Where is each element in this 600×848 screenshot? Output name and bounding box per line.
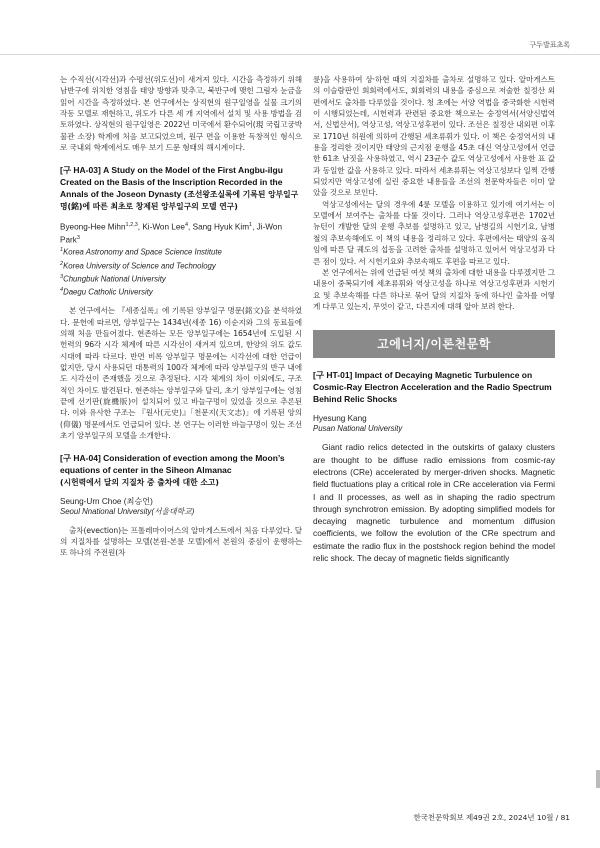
- header-rule: [0, 54, 600, 55]
- affiliation: [60, 245, 302, 258]
- abstract-title-en: [구 HA-04] Consideration of evection among the Moon’s equations of center in the Siheon Almanac: [60, 453, 285, 476]
- right-column: [313, 74, 555, 564]
- intro-paragraph: 는 수직선(시각선)과 수평선(위도선)이 새겨져 있다. 시간을 측정하기 위해 남반구에 위치한 영침을 태양 방향과 맞추고, 북반구에 맺힌 그림자 눈금을 읽어 시간을 측정하였다. 본 연구에서는 상직현의 원구일영을 실물 크기의 작동 모델로 재현하고, 위도가 다른 세 개 지역에서 설치 및 사용 방법을 검토하였다. 상직현의 원구일영은 2022년 미국에서 환수되어(現 국립고궁박물관 소장) 학계에 처음 보고되었으며, 원구 면을 이용한 독창적인 형식으로 국내외 학계에서도 매우 보기 드문 형태의 해시계이다.: [60, 75, 302, 153]
- abstract-ht01: [313, 370, 555, 564]
- abstract-body: 출차(evection)는 프톨레마이어스의 알마게스트에서 처음 다루었다. 달의 지질차를 설명하는 모델(본원-본륜 모델)에서 본원의 중심이 운행하는 또 하나의 주전원(차: [60, 525, 302, 558]
- continuation-paragraph: 륜)을 사용하여 상·하현 때의 지질차를 출차로 설명하고 있다. 알마게스트의 이슬람판인 회회력에서도, 회회력의 내용을 중심으로 저술한 칠정산 외편에서도 출차를 다루었을 것이다. 청 초에는 서양 역법을 중국화한 시헌력이 시행되었는데, 시헌력과 관련된 중요한 책으로는 숭정역서(서양신법역서, 신법산서), 역상고성, 역상고성후편이 있다. 조선은 칠정산 내외편 이후로 1710년 허원에 의하여 간행된 세초류휘가 있다. 이 책은 숭정역서의 내용을 정리한 것이지만 태양의 근지점 운행을 45초 대신 역상고성에서 언급한 61초 남짓을 사용하였고, 역시 23균수 값도 역상고성에서 사용한 표 값과 동일한 값을 사용하고 있다. 따라서 세초류휘는 역상고성보다 일찍 간행되었지만 역상고성에 실린 중요한 내용들을 조선의 천문학자들은 이미 알았을 것으로 보인다.: [313, 75, 555, 198]
- affiliation-text: Pusan National University: [313, 423, 403, 433]
- affiliation-text: Korea Astronomy and Space Science Institute: [63, 248, 222, 258]
- author-sup: 3: [76, 234, 80, 241]
- author-sup: 1: [249, 221, 253, 228]
- author-name: Ki-Won Lee: [142, 222, 185, 232]
- affiliation: [60, 259, 302, 272]
- running-header: 구두발표초록: [529, 41, 570, 49]
- affiliation-text: Daegu Catholic University: [63, 287, 153, 297]
- affiliation: [60, 272, 302, 285]
- abstract-body: Giant radio relics detected in the outskirts of galaxy clusters are thought to be diffuse radio emissions from cosmic-ray electrons (CRe) accelerated by merger-driven shocks. Magnetic field fluctuations play a critical role in CRe acceleration via Fermi I and II processes, as well as in shaping the radio spectrum through synchrotron emission. By adopting simplified models for decaying magnetic turbulence and momentum diffusion coefficients, we follow the evolution of the CRe spectrum and estimate the radio flux in the postshock region behind the model relic shock. The decay of magnetic fields significantly: [313, 442, 555, 564]
- affiliation-sup: 1: [60, 247, 64, 254]
- author-name: Hyesung Kang: [313, 413, 367, 423]
- abstract-title-ko: (조선왕조실록에 기록된 앙부일구 명(銘)에 따른 최초로 창제된 앙부일구의 모델 연구): [60, 190, 299, 211]
- page-footer: 한국천문학회보 제49권 2호, 2024년 10월 / 81: [413, 813, 570, 822]
- page-edge-tab: [596, 770, 600, 788]
- abstract-body: 본 연구에서는 『세종실록』에 기록된 앙부일구 명문(銘文)을 분석하였다. 문헌에 따르면, 앙부일구는 1434년(세종 16) 이순지와 그의 동료들에 의해 처음 만들어졌다. 현존하는 모든 앙부일구에는 1654년에 도입된 시헌력의 96각 시각 체계에 따른 시각선이 새겨져 있으며, 한양의 위도 값도 시대에 따라 다르다. 반면 비록 앙부일구 명문에는 시각선에 대한 언급이 없지만, 당시 사용되던 대통력의 100각 체계에 따라 앙부일구의 반구 내에도 시각선이 존재했을 것으로 추정된다. 시각 체계의 차이 이외에도, 구조적인 차이도 발견된다. 현존하는 앙부일구와 달리, 초기 앙부일구에는 영침 끝에 선기판(旋機版)이 설치되어 있고 바늘구멍이 있었을 것으로 추론된다. 이와 유사한 구조는 『원사(元史)』「천문지(天文志)」에 기록된 앙의(仰儀) 명문에서도 언급되어 있다. 본 연구는 이러한 바늘구멍이 있는 조선 초기 앙부일구의 모델을 소개한다.: [60, 306, 302, 440]
- left-column: [60, 74, 302, 559]
- affiliation-text: Korea University of Science and Technology: [63, 261, 216, 271]
- affiliation-sup: 2: [60, 260, 64, 267]
- affiliation-text: Chungbuk National University: [63, 274, 166, 284]
- affiliation-sup: 3: [60, 273, 64, 280]
- abstract-title: [60, 453, 302, 488]
- abstract-ha03: [60, 165, 302, 441]
- author-name: Ji-Won Park: [60, 222, 282, 245]
- abstract-title-en: [구 HA-03] A Study on the Model of the First Angbu-ilgu Created on the Basis of the Inscription Recorded in the Annals of the Joseon Dynasty: [60, 165, 283, 199]
- author-sup: 4: [184, 221, 189, 228]
- author-name: Sang Hyuk Kim: [192, 222, 250, 232]
- author-sup: 1,2,3: [125, 221, 138, 228]
- continuation-paragraph: 역상고성에서는 달의 경우에 4륜 모델을 이용하고 있기에 여기서는 이 모델에서 보여주는 출차를 다룰 것이다. 그러나 역상고성후편은 1702년 뉴턴이 개발한 달의 운행 추보를 설명하고 있고, 남병길의 시헌기요, 남병철의 추보속해에도 이 책의 내용을 정리하고 있다. 후편에서는 태양의 움직임에 따른 달 궤도의 섭동을 고려한 출차를 설명하고 있어서 역상고성과 다른 점이 있다. 서 시헌기요와 추보속해도 후편을 따르고 있다.: [313, 199, 555, 266]
- affiliation: [60, 285, 302, 298]
- continuation-paragraph: 본 연구에서는 위에 언급된 여섯 책의 출차에 대한 내용을 다루겠지만 그 내용이 중복되기에 세초류휘와 역상고성을 하나로 역상고성후편과 시헌기요 및 추보속해를 다른 하나로 묶어 달의 지질차 둥에 하나인 출차를 어떻게 다루고 있는지, 무엇이 같고, 다른지에 대해 알아 보려 한다.: [313, 267, 555, 311]
- abstract-title-ko: (시헌력에서 달의 지질차 중 출차에 대한 소고): [60, 477, 219, 487]
- author-list: Byeong-Hee Mihn$^{1,2,3}$, Ki-Won Lee$^4$, Sang Hyuk Kim$^1$, Ji-Won Park$^3$: [60, 221, 282, 245]
- abstract-ha04: [60, 453, 302, 558]
- author-name: Byeong-Hee Mihn: [60, 222, 126, 232]
- abstract-title: [60, 165, 302, 212]
- abstract-title: [구 HT-01] Impact of Decaying Magnetic Turbulence on Cosmic-Ray Electron Acceleration and the Radio Spectrum Behind Relic Shocks: [313, 370, 552, 404]
- affiliation-sup: 4: [60, 287, 64, 294]
- affiliation-text: Seoul Nnational University(서울대학교): [60, 506, 195, 516]
- section-banner: 고에너지/이론천문학: [313, 330, 555, 358]
- author-name: Seung-Urn Choe (최승언): [60, 496, 153, 506]
